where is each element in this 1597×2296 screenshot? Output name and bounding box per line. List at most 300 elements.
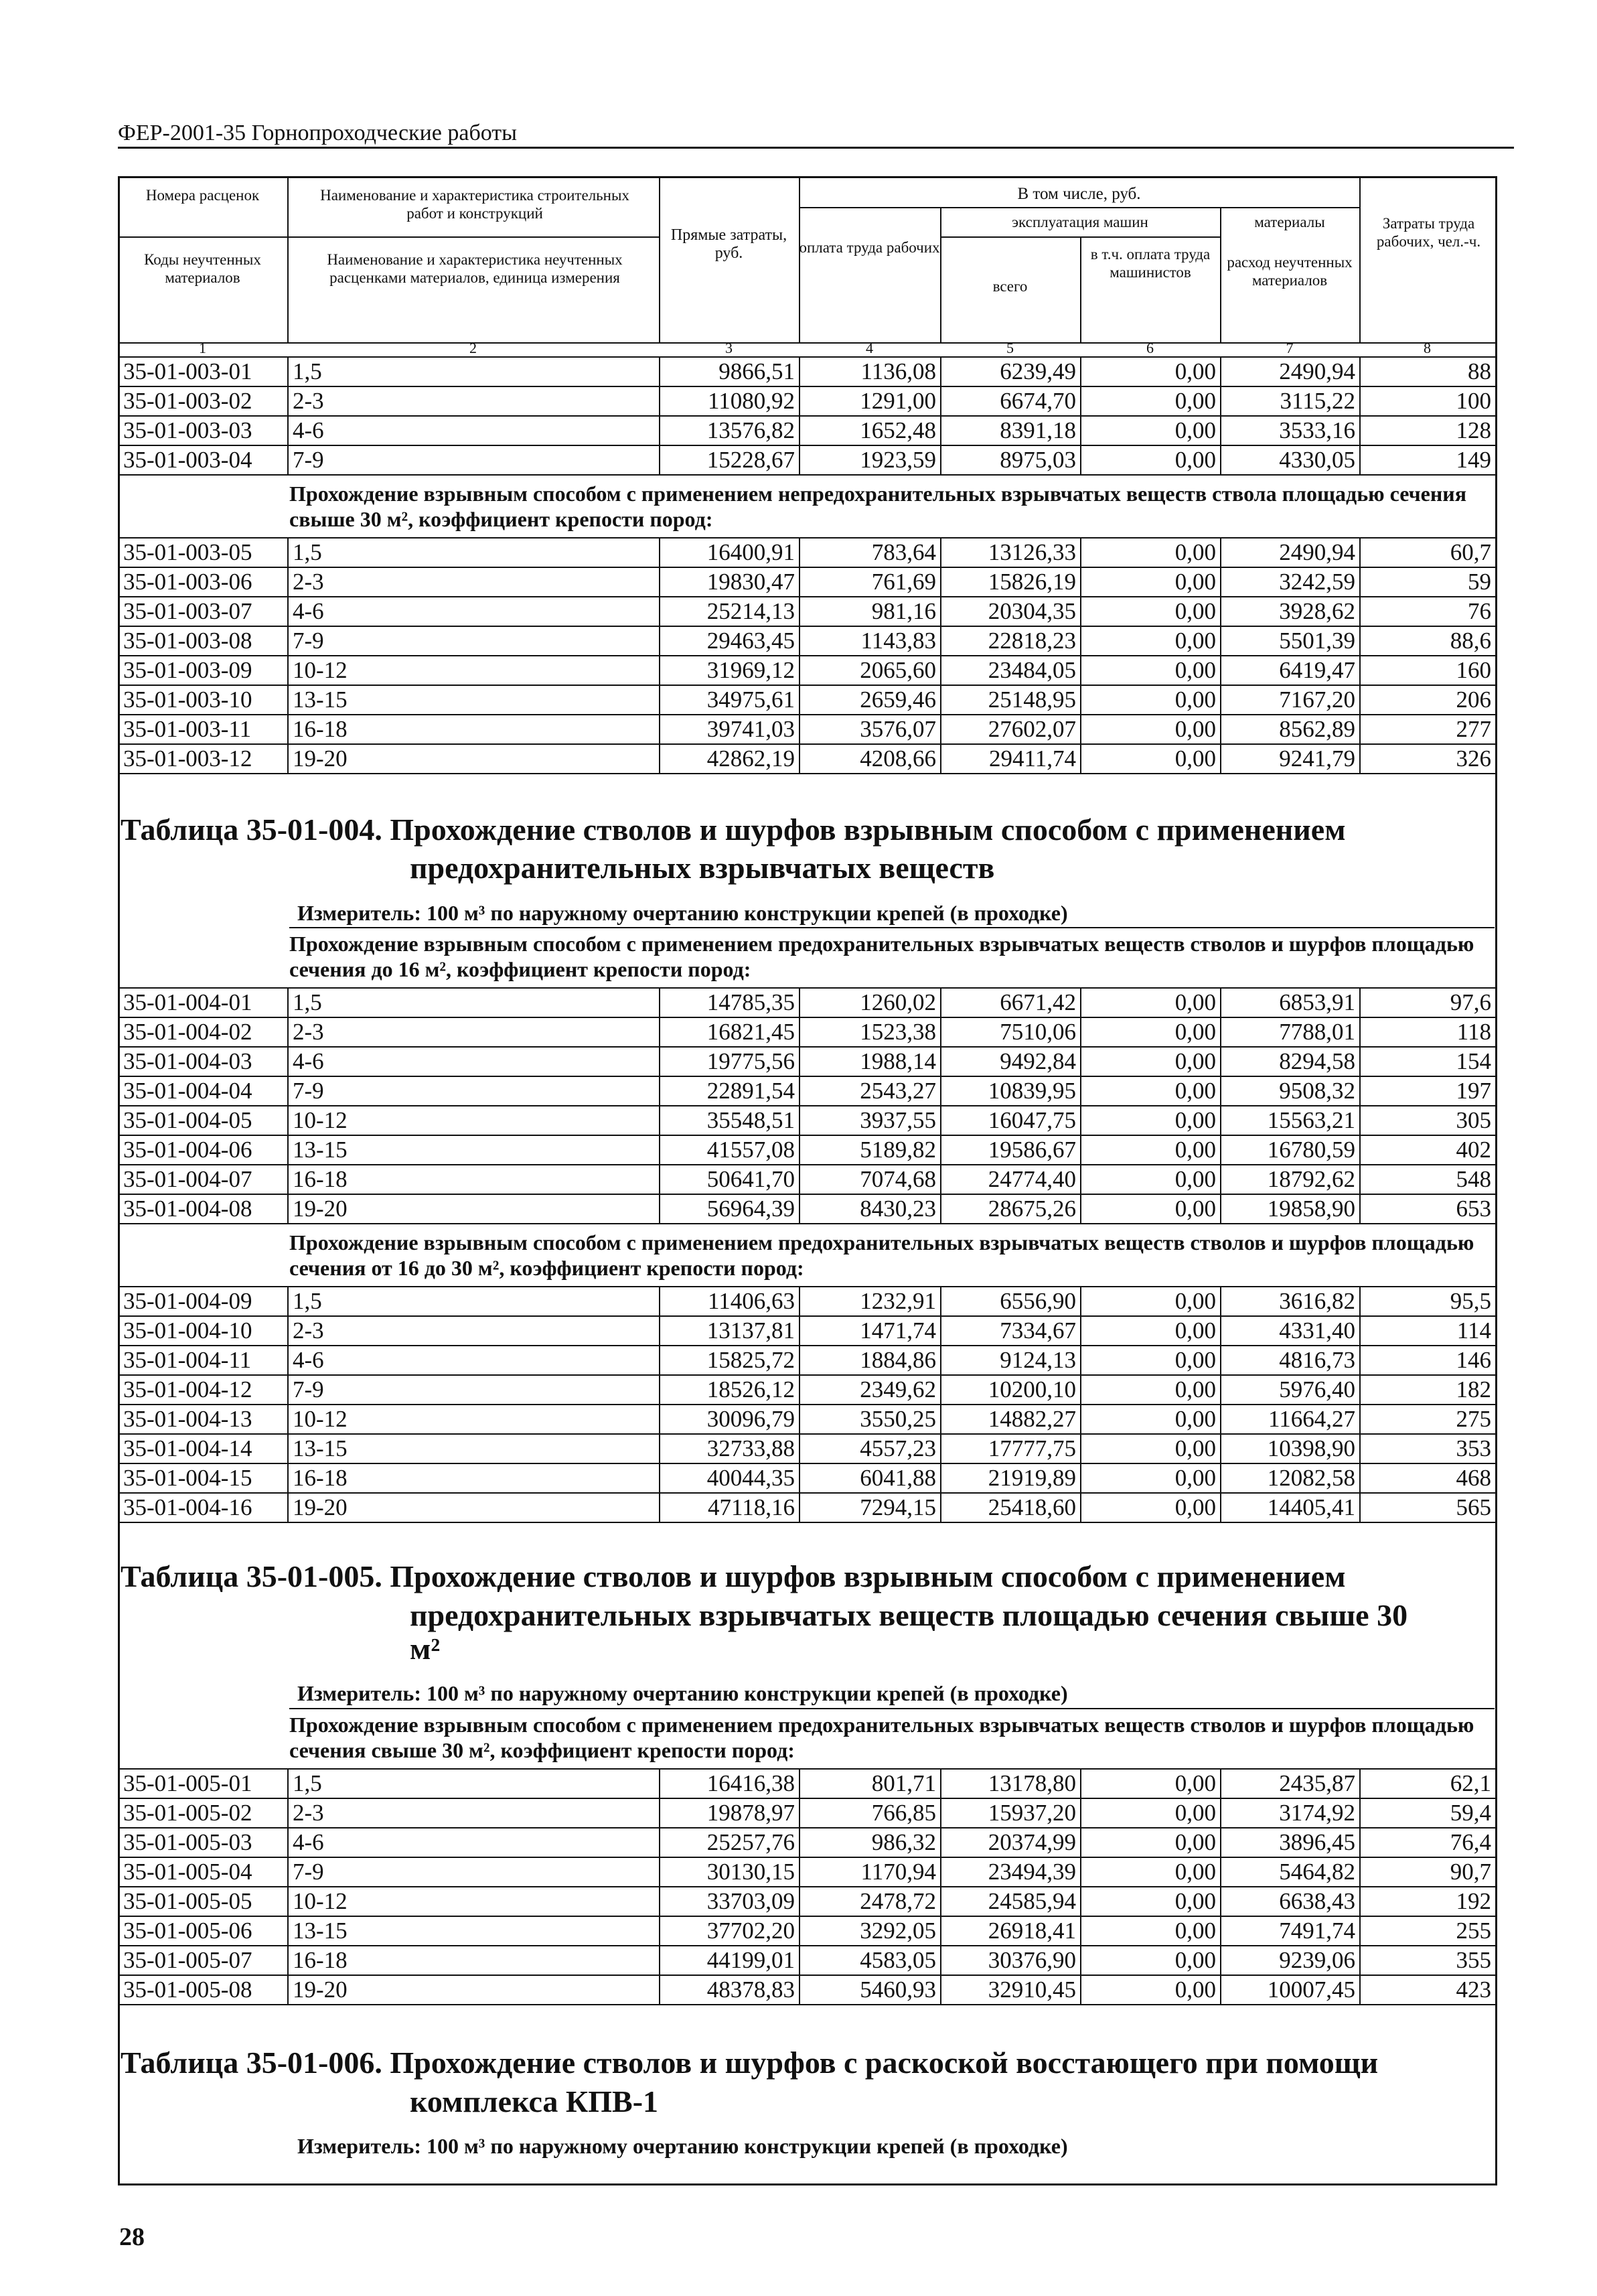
hardness-cell: 2-3: [288, 1798, 660, 1828]
row-divider: [940, 236, 1220, 238]
value-cell: 1988,14: [800, 1047, 941, 1076]
table-row: [119, 1946, 1496, 1975]
measure-rule: [289, 1708, 1495, 1709]
value-cell: 76,4: [1360, 1828, 1496, 1857]
rate-code-cell: 35-01-004-14: [119, 1434, 288, 1463]
value-cell: 13576,82: [660, 416, 800, 445]
value-cell: 182: [1360, 1375, 1496, 1405]
value-cell: 7510,06: [941, 1017, 1081, 1047]
value-cell: 0,00: [1081, 1047, 1221, 1076]
rate-code-cell: 35-01-005-01: [119, 1769, 288, 1798]
rate-code-cell: 35-01-004-12: [119, 1375, 288, 1405]
measure-006: Измеритель: 100 м³ по наружному очертанию конструкции крепей (в проходке): [297, 2134, 1068, 2158]
table-row: [119, 1375, 1496, 1405]
hardness-cell: 10-12: [288, 656, 660, 685]
value-cell: 326: [1360, 744, 1496, 774]
table-003b: [118, 537, 1497, 774]
value-cell: 0,00: [1081, 1346, 1221, 1375]
value-cell: 25257,76: [660, 1828, 800, 1857]
value-cell: 62,1: [1360, 1769, 1496, 1798]
value-cell: 4583,05: [800, 1946, 941, 1975]
value-cell: 0,00: [1081, 357, 1221, 386]
value-cell: 6041,88: [800, 1463, 941, 1493]
value-cell: 3896,45: [1221, 1828, 1360, 1857]
hardness-cell: 19-20: [288, 1975, 660, 2005]
value-cell: 9492,84: [941, 1047, 1081, 1076]
page-header: ФЕР-2001-35 Горнопроходческие работы: [118, 121, 517, 145]
value-cell: 35548,51: [660, 1106, 800, 1135]
hardness-cell: 10-12: [288, 1887, 660, 1916]
value-cell: 0,00: [1081, 538, 1221, 567]
value-cell: 0,00: [1081, 1857, 1221, 1887]
col-num: 7: [1286, 340, 1294, 356]
value-cell: 12082,58: [1221, 1463, 1360, 1493]
value-cell: 0,00: [1081, 1135, 1221, 1165]
value-cell: 305: [1360, 1106, 1496, 1135]
rate-code-cell: 35-01-005-03: [119, 1828, 288, 1857]
value-cell: 3115,22: [1221, 386, 1360, 416]
table-title-004: Таблица 35-01-004. Прохождение стволов и шурфов взрывным способом с применением: [121, 812, 1346, 847]
table-title-005: Таблица 35-01-005. Прохождение стволов и шурфов взрывным способом с применением: [121, 1559, 1346, 1593]
value-cell: 565: [1360, 1493, 1496, 1522]
rate-code-cell: 35-01-004-05: [119, 1106, 288, 1135]
rate-code-cell: 35-01-003-07: [119, 597, 288, 626]
value-cell: 10839,95: [941, 1076, 1081, 1106]
col-code-bottom: Коды неучтенных материалов: [144, 251, 261, 286]
hardness-cell: 7-9: [288, 445, 660, 475]
value-cell: 19775,56: [660, 1047, 800, 1076]
col-labor: Затраты труда рабочих, чел.-ч.: [1376, 215, 1481, 250]
table-row: [119, 1287, 1496, 1316]
value-cell: 2478,72: [800, 1887, 941, 1916]
value-cell: 22891,54: [660, 1076, 800, 1106]
value-cell: 255: [1360, 1916, 1496, 1946]
value-cell: 0,00: [1081, 386, 1221, 416]
column-header: [118, 176, 1495, 344]
value-cell: 18792,62: [1221, 1165, 1360, 1194]
value-cell: 15563,21: [1221, 1106, 1360, 1135]
value-cell: 0,00: [1081, 1106, 1221, 1135]
table-row: [119, 1194, 1496, 1224]
hardness-cell: 16-18: [288, 1946, 660, 1975]
table-row: [119, 715, 1496, 744]
measure-rule: [289, 927, 1495, 928]
value-cell: 0,00: [1081, 1463, 1221, 1493]
value-cell: 1471,74: [800, 1316, 941, 1346]
section-heading-003b: Прохождение взрывным способом с применением непредохранительных взрывчатых веществ ствола площадью сечения свыше 30 м², коэффициент крепости пород:: [289, 482, 1467, 531]
col-num: 3: [725, 340, 733, 356]
value-cell: 15826,19: [941, 567, 1081, 597]
value-cell: 19830,47: [660, 567, 800, 597]
value-cell: 13126,33: [941, 538, 1081, 567]
table-row: [119, 626, 1496, 656]
hardness-cell: 16-18: [288, 715, 660, 744]
value-cell: 1291,00: [800, 386, 941, 416]
table-row: [119, 744, 1496, 774]
value-cell: 24585,94: [941, 1887, 1081, 1916]
table-row: [119, 1405, 1496, 1434]
table-row: [119, 538, 1496, 567]
rate-code-cell: 35-01-004-07: [119, 1165, 288, 1194]
table-row: [119, 1106, 1496, 1135]
rate-code-cell: 35-01-003-05: [119, 538, 288, 567]
value-cell: 25418,60: [941, 1493, 1081, 1522]
hardness-cell: 19-20: [288, 744, 660, 774]
value-cell: 3292,05: [800, 1916, 941, 1946]
col-divider: [1359, 178, 1361, 342]
value-cell: 15228,67: [660, 445, 800, 475]
hardness-cell: 19-20: [288, 1493, 660, 1522]
value-cell: 766,85: [800, 1798, 941, 1828]
hardness-cell: 7-9: [288, 626, 660, 656]
value-cell: 39741,03: [660, 715, 800, 744]
table-row: [119, 1017, 1496, 1047]
hardness-cell: 1,5: [288, 988, 660, 1017]
row-divider: [118, 236, 659, 238]
value-cell: 25214,13: [660, 597, 800, 626]
value-cell: 3937,55: [800, 1106, 941, 1135]
value-cell: 13178,80: [941, 1769, 1081, 1798]
col-name-top: Наименование и характеристика строительных работ и конструкций: [320, 187, 629, 222]
value-cell: 6239,49: [941, 357, 1081, 386]
hardness-cell: 13-15: [288, 1916, 660, 1946]
value-cell: 0,00: [1081, 1946, 1221, 1975]
value-cell: 981,16: [800, 597, 941, 626]
value-cell: 50641,70: [660, 1165, 800, 1194]
value-cell: 3174,92: [1221, 1798, 1360, 1828]
value-cell: 13137,81: [660, 1316, 800, 1346]
rate-code-cell: 35-01-003-02: [119, 386, 288, 416]
value-cell: 34975,61: [660, 685, 800, 715]
value-cell: 0,00: [1081, 1405, 1221, 1434]
value-cell: 468: [1360, 1463, 1496, 1493]
value-cell: 149: [1360, 445, 1496, 475]
value-cell: 1170,94: [800, 1857, 941, 1887]
value-cell: 206: [1360, 685, 1496, 715]
table-004a: [118, 987, 1497, 1224]
value-cell: 100: [1360, 386, 1496, 416]
table-row: [119, 1916, 1496, 1946]
rate-code-cell: 35-01-005-08: [119, 1975, 288, 2005]
hardness-cell: 1,5: [288, 1287, 660, 1316]
value-cell: 23494,39: [941, 1857, 1081, 1887]
value-cell: 0,00: [1081, 1493, 1221, 1522]
rate-code-cell: 35-01-004-03: [119, 1047, 288, 1076]
value-cell: 761,69: [800, 567, 941, 597]
value-cell: 6853,91: [1221, 988, 1360, 1017]
value-cell: 9866,51: [660, 357, 800, 386]
rate-code-cell: 35-01-004-15: [119, 1463, 288, 1493]
rate-code-cell: 35-01-004-02: [119, 1017, 288, 1047]
value-cell: 5976,40: [1221, 1375, 1360, 1405]
table-row: [119, 1463, 1496, 1493]
hardness-cell: 2-3: [288, 1017, 660, 1047]
value-cell: 0,00: [1081, 1916, 1221, 1946]
value-cell: 8975,03: [941, 445, 1081, 475]
col-mat-unacc: расход неучтенных материалов: [1227, 254, 1353, 289]
table-title-006: Таблица 35-01-006. Прохождение стволов и шурфов с раскоской восстающего при помощи: [121, 2046, 1379, 2080]
value-cell: 31969,12: [660, 656, 800, 685]
value-cell: 26918,41: [941, 1916, 1081, 1946]
value-cell: 15937,20: [941, 1798, 1081, 1828]
rate-code-cell: 35-01-004-01: [119, 988, 288, 1017]
col-divider: [287, 178, 289, 342]
table-title-006-line2: комплекса КПВ-1: [410, 2084, 659, 2119]
col-divider: [1080, 236, 1081, 342]
hardness-cell: 4-6: [288, 416, 660, 445]
value-cell: 8294,58: [1221, 1047, 1360, 1076]
value-cell: 7491,74: [1221, 1916, 1360, 1946]
hardness-cell: 13-15: [288, 1135, 660, 1165]
section-heading-004a: Прохождение взрывным способом с применением предохранительных взрывчатых веществ стволов и шурфов площадью сечения до 16 м², коэффициент крепости пород:: [289, 932, 1474, 981]
hardness-cell: 16-18: [288, 1463, 660, 1493]
value-cell: 5460,93: [800, 1975, 941, 2005]
value-cell: 47118,16: [660, 1493, 800, 1522]
rate-code-cell: 35-01-004-10: [119, 1316, 288, 1346]
hardness-cell: 7-9: [288, 1076, 660, 1106]
value-cell: 0,00: [1081, 1165, 1221, 1194]
value-cell: 6671,42: [941, 988, 1081, 1017]
value-cell: 56964,39: [660, 1194, 800, 1224]
value-cell: 783,64: [800, 538, 941, 567]
hardness-cell: 1,5: [288, 1769, 660, 1798]
value-cell: 192: [1360, 1887, 1496, 1916]
value-cell: 5189,82: [800, 1135, 941, 1165]
hardness-cell: 7-9: [288, 1375, 660, 1405]
measure-005: Измеритель: 100 м³ по наружному очертанию конструкции крепей (в проходке): [297, 1681, 1068, 1705]
rate-code-cell: 35-01-004-16: [119, 1493, 288, 1522]
col-num: 5: [1006, 340, 1014, 356]
rate-code-cell: 35-01-003-09: [119, 656, 288, 685]
value-cell: 4816,73: [1221, 1346, 1360, 1375]
rate-code-cell: 35-01-005-02: [119, 1798, 288, 1828]
value-cell: 114: [1360, 1316, 1496, 1346]
table-row: [119, 1047, 1496, 1076]
value-cell: 30376,90: [941, 1946, 1081, 1975]
value-cell: 3928,62: [1221, 597, 1360, 626]
page-number: 28: [119, 2223, 145, 2251]
table-003a: [118, 356, 1497, 476]
value-cell: 16780,59: [1221, 1135, 1360, 1165]
rate-code-cell: 35-01-003-11: [119, 715, 288, 744]
col-incl: В том числе, руб.: [1017, 185, 1141, 203]
value-cell: 28675,26: [941, 1194, 1081, 1224]
value-cell: 146: [1360, 1346, 1496, 1375]
value-cell: 18526,12: [660, 1375, 800, 1405]
value-cell: 30096,79: [660, 1405, 800, 1434]
value-cell: 24774,40: [941, 1165, 1081, 1194]
value-cell: 7334,67: [941, 1316, 1081, 1346]
value-cell: 7074,68: [800, 1165, 941, 1194]
value-cell: 801,71: [800, 1769, 941, 1798]
value-cell: 0,00: [1081, 1887, 1221, 1916]
hardness-cell: 1,5: [288, 357, 660, 386]
value-cell: 59,4: [1360, 1798, 1496, 1828]
hardness-cell: 2-3: [288, 567, 660, 597]
hardness-cell: 2-3: [288, 1316, 660, 1346]
value-cell: 2065,60: [800, 656, 941, 685]
value-cell: 1884,86: [800, 1346, 941, 1375]
value-cell: 0,00: [1081, 626, 1221, 656]
value-cell: 40044,35: [660, 1463, 800, 1493]
table-row: [119, 357, 1496, 386]
table-title-005-line3: м²: [410, 1632, 441, 1666]
value-cell: 0,00: [1081, 988, 1221, 1017]
value-cell: 88,6: [1360, 626, 1496, 656]
rate-code-cell: 35-01-005-07: [119, 1946, 288, 1975]
table-title-004-line2: предохранительных взрывчатых веществ: [410, 851, 995, 885]
col-code-top: Номера расценок: [145, 187, 260, 204]
hardness-cell: 4-6: [288, 597, 660, 626]
table-row: [119, 386, 1496, 416]
value-cell: 355: [1360, 1946, 1496, 1975]
value-cell: 27602,07: [941, 715, 1081, 744]
col-materials: материалы: [1254, 214, 1325, 230]
rate-code-cell: 35-01-005-04: [119, 1857, 288, 1887]
rate-code-cell: 35-01-003-04: [119, 445, 288, 475]
hardness-cell: 10-12: [288, 1106, 660, 1135]
value-cell: 1232,91: [800, 1287, 941, 1316]
hardness-cell: 19-20: [288, 1194, 660, 1224]
value-cell: 7167,20: [1221, 685, 1360, 715]
value-cell: 2490,94: [1221, 538, 1360, 567]
value-cell: 275: [1360, 1405, 1496, 1434]
value-cell: 10007,45: [1221, 1975, 1360, 2005]
col-direct: Прямые затраты, руб.: [670, 226, 787, 262]
value-cell: 1143,83: [800, 626, 941, 656]
value-cell: 0,00: [1081, 1194, 1221, 1224]
table-row: [119, 567, 1496, 597]
value-cell: 3533,16: [1221, 416, 1360, 445]
table-row: [119, 1076, 1496, 1106]
value-cell: 8562,89: [1221, 715, 1360, 744]
value-cell: 160: [1360, 656, 1496, 685]
hardness-cell: 13-15: [288, 1434, 660, 1463]
value-cell: 0,00: [1081, 1287, 1221, 1316]
value-cell: 32910,45: [941, 1975, 1081, 2005]
value-cell: 4208,66: [800, 744, 941, 774]
value-cell: 0,00: [1081, 656, 1221, 685]
table-004b: [118, 1286, 1497, 1523]
value-cell: 5464,82: [1221, 1857, 1360, 1887]
col-num: 2: [469, 340, 477, 356]
value-cell: 19858,90: [1221, 1194, 1360, 1224]
col-m-total: всего: [992, 278, 1028, 295]
table-row: [119, 1857, 1496, 1887]
value-cell: 653: [1360, 1194, 1496, 1224]
value-cell: 60,7: [1360, 538, 1496, 567]
value-cell: 10398,90: [1221, 1434, 1360, 1463]
value-cell: 10200,10: [941, 1375, 1081, 1405]
value-cell: 3242,59: [1221, 567, 1360, 597]
col-name-bottom: Наименование и характеристика неучтенных расценками материалов, единица измерения: [327, 251, 623, 286]
value-cell: 11080,92: [660, 386, 800, 416]
value-cell: 3550,25: [800, 1405, 941, 1434]
value-cell: 0,00: [1081, 1017, 1221, 1047]
value-cell: 59: [1360, 567, 1496, 597]
value-cell: 2490,94: [1221, 357, 1360, 386]
rate-code-cell: 35-01-003-03: [119, 416, 288, 445]
table-row: [119, 445, 1496, 475]
table-row: [119, 656, 1496, 685]
col-num: 8: [1424, 340, 1431, 356]
table-title-005-line2: предохранительных взрывчатых веществ площадью сечения свыше 30: [410, 1598, 1408, 1632]
table-row: [119, 1434, 1496, 1463]
value-cell: 128: [1360, 416, 1496, 445]
value-cell: 986,32: [800, 1828, 941, 1857]
table-row: [119, 1887, 1496, 1916]
hardness-cell: 7-9: [288, 1857, 660, 1887]
value-cell: 0,00: [1081, 1434, 1221, 1463]
value-cell: 16400,91: [660, 538, 800, 567]
value-cell: 423: [1360, 1975, 1496, 2005]
value-cell: 97,6: [1360, 988, 1496, 1017]
value-cell: 7788,01: [1221, 1017, 1360, 1047]
value-cell: 37702,20: [660, 1916, 800, 1946]
value-cell: 1136,08: [800, 357, 941, 386]
value-cell: 29411,74: [941, 744, 1081, 774]
value-cell: 20374,99: [941, 1828, 1081, 1857]
value-cell: 30130,15: [660, 1857, 800, 1887]
hardness-cell: 4-6: [288, 1828, 660, 1857]
hardness-cell: 4-6: [288, 1346, 660, 1375]
value-cell: 0,00: [1081, 1076, 1221, 1106]
column-numbers: [118, 340, 1495, 358]
rate-code-cell: 35-01-003-08: [119, 626, 288, 656]
table-005: [118, 1768, 1497, 2005]
value-cell: 8430,23: [800, 1194, 941, 1224]
row-divider: [799, 207, 1359, 208]
value-cell: 14882,27: [941, 1405, 1081, 1434]
table-row: [119, 1798, 1496, 1828]
value-cell: 1652,48: [800, 416, 941, 445]
value-cell: 4557,23: [800, 1434, 941, 1463]
value-cell: 17777,75: [941, 1434, 1081, 1463]
rate-code-cell: 35-01-003-06: [119, 567, 288, 597]
value-cell: 21919,89: [941, 1463, 1081, 1493]
value-cell: 7294,15: [800, 1493, 941, 1522]
value-cell: 402: [1360, 1135, 1496, 1165]
table-row: [119, 1828, 1496, 1857]
table-row: [119, 1769, 1496, 1798]
rate-code-cell: 35-01-004-08: [119, 1194, 288, 1224]
value-cell: 1923,59: [800, 445, 941, 475]
rate-code-cell: 35-01-005-05: [119, 1887, 288, 1916]
col-machines: эксплуатация машин: [1012, 214, 1148, 230]
rate-code-cell: 35-01-004-04: [119, 1076, 288, 1106]
col-num: 4: [866, 340, 873, 356]
value-cell: 154: [1360, 1047, 1496, 1076]
value-cell: 19878,97: [660, 1798, 800, 1828]
value-cell: 25148,95: [941, 685, 1081, 715]
value-cell: 2543,27: [800, 1076, 941, 1106]
rate-code-cell: 35-01-003-01: [119, 357, 288, 386]
table-row: [119, 1346, 1496, 1375]
value-cell: 22818,23: [941, 626, 1081, 656]
table-row: [119, 1493, 1496, 1522]
value-cell: 16821,45: [660, 1017, 800, 1047]
value-cell: 0,00: [1081, 744, 1221, 774]
value-cell: 41557,08: [660, 1135, 800, 1165]
value-cell: 197: [1360, 1076, 1496, 1106]
value-cell: 0,00: [1081, 416, 1221, 445]
value-cell: 0,00: [1081, 685, 1221, 715]
hardness-cell: 2-3: [288, 386, 660, 416]
value-cell: 2659,46: [800, 685, 941, 715]
table-row: [119, 597, 1496, 626]
value-cell: 3616,82: [1221, 1287, 1360, 1316]
rate-code-cell: 35-01-004-13: [119, 1405, 288, 1434]
